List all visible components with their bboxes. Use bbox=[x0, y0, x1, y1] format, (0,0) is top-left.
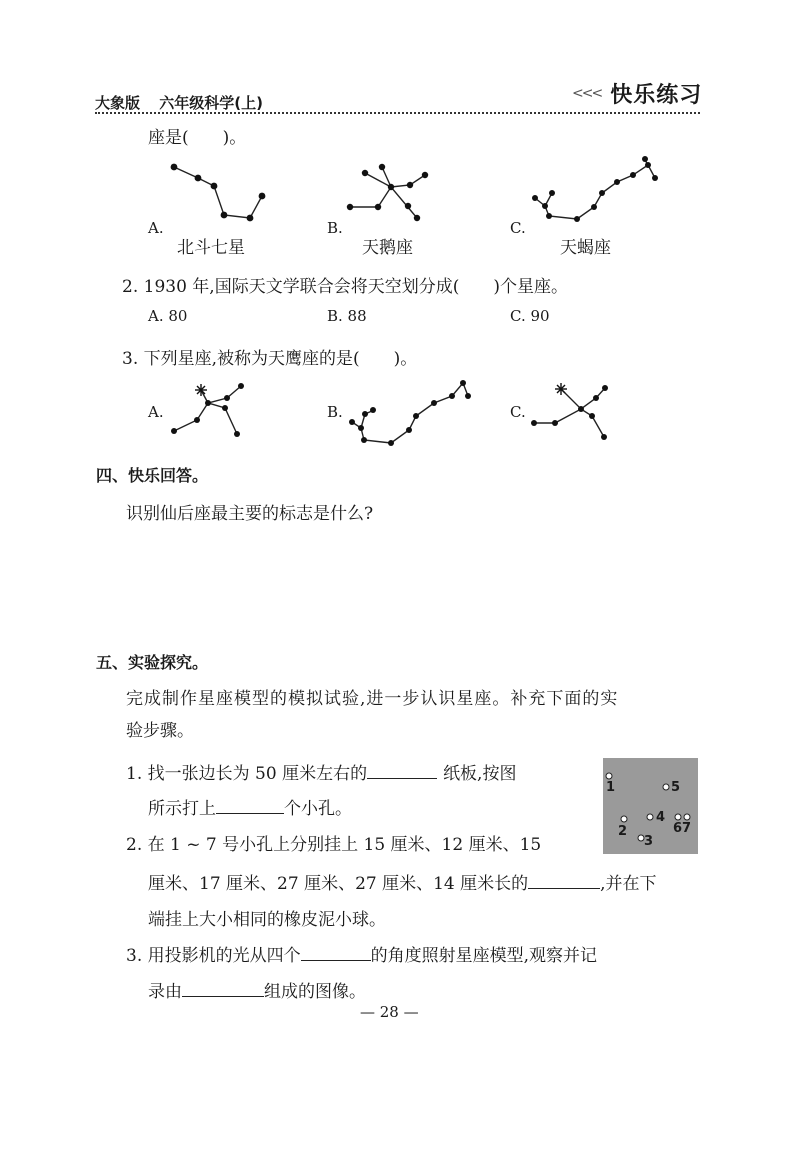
chevrons-icon: <<< bbox=[572, 85, 602, 102]
section5-intro-line2: 验步骤。 bbox=[126, 721, 194, 741]
page-number: — 28 — bbox=[360, 1003, 419, 1021]
step3-line1 bbox=[126, 941, 597, 966]
step3-blank-angle[interactable] bbox=[301, 942, 371, 961]
step2-text-b: ,并在下 bbox=[600, 874, 657, 894]
step1-text-c: 所示打上 bbox=[148, 799, 216, 819]
hole-label-2: 2 bbox=[618, 824, 628, 839]
section4-title: 四、快乐回答。 bbox=[96, 466, 209, 485]
hole-label-4: 4 bbox=[656, 810, 666, 825]
q3-option-c: C. bbox=[510, 403, 526, 421]
q1-tail: 座是( )。 bbox=[148, 128, 247, 148]
section5-intro-line1: 完成制作星座模型的模拟试验,进一步认识星座。补充下面的实 bbox=[126, 689, 619, 709]
hole-label-1: 1 bbox=[606, 780, 616, 795]
step2-text-a: 厘米、17 厘米、27 厘米、27 厘米、14 厘米长的 bbox=[148, 874, 529, 894]
step3-text-b: 的角度照射星座模型,观察并记 bbox=[370, 946, 598, 966]
step2-blank-thread[interactable] bbox=[528, 870, 600, 889]
section-title: 快乐练习 bbox=[610, 83, 703, 108]
q2-option-c: C. 90 bbox=[510, 307, 550, 325]
step3-text-a: 3. 用投影机的光从四个 bbox=[126, 946, 301, 966]
q3-option-a: A. bbox=[148, 403, 164, 421]
q3-text: 3. 下列星座,被称为天鹰座的是( )。 bbox=[122, 349, 418, 369]
step1-text-d: 个小孔。 bbox=[284, 799, 352, 819]
step3-text-c: 录由 bbox=[148, 982, 182, 1002]
q2-option-b: B. 88 bbox=[327, 307, 367, 325]
q1-option-b-name: 天鹅座 bbox=[362, 238, 413, 258]
q1-option-c-letter: C. bbox=[510, 219, 526, 237]
step2-line2 bbox=[148, 869, 657, 894]
step3-text-d: 组成的图像。 bbox=[264, 982, 366, 1002]
q2-text: 2. 1930 年,国际天文学联合会将天空划分成( )个星座。 bbox=[122, 277, 568, 297]
publisher: 大象版 bbox=[95, 94, 141, 112]
step1-text-b: 纸板,按图 bbox=[443, 764, 517, 784]
step2-line3: 端挂上大小相同的橡皮泥小球。 bbox=[148, 910, 386, 930]
step1-text-a: 1. 找一张边长为 50 厘米左右的 bbox=[126, 764, 368, 784]
section4-question: 识别仙后座最主要的标志是什么? bbox=[126, 504, 374, 524]
step3-line2 bbox=[148, 977, 366, 1002]
q1-option-b-letter: B. bbox=[327, 219, 343, 237]
hole-label-3: 3 bbox=[644, 834, 654, 849]
q1-option-a-letter: A. bbox=[148, 219, 164, 237]
q1-option-c-name: 天蝎座 bbox=[560, 238, 611, 258]
course-name: 六年级科学(上) bbox=[159, 94, 263, 112]
q2-option-a: A. 80 bbox=[148, 307, 188, 325]
hole-label-67: 67 bbox=[673, 821, 692, 836]
hole-label-5: 5 bbox=[671, 780, 681, 795]
step3-blank-image[interactable] bbox=[182, 978, 264, 997]
q3-option-b: B. bbox=[327, 403, 343, 421]
q1-option-a-name: 北斗七星 bbox=[177, 238, 245, 258]
section5-title: 五、实验探究。 bbox=[96, 653, 209, 672]
step2-line1: 2. 在 1 ~ 7 号小孔上分别挂上 15 厘米、12 厘米、15 bbox=[126, 835, 542, 855]
